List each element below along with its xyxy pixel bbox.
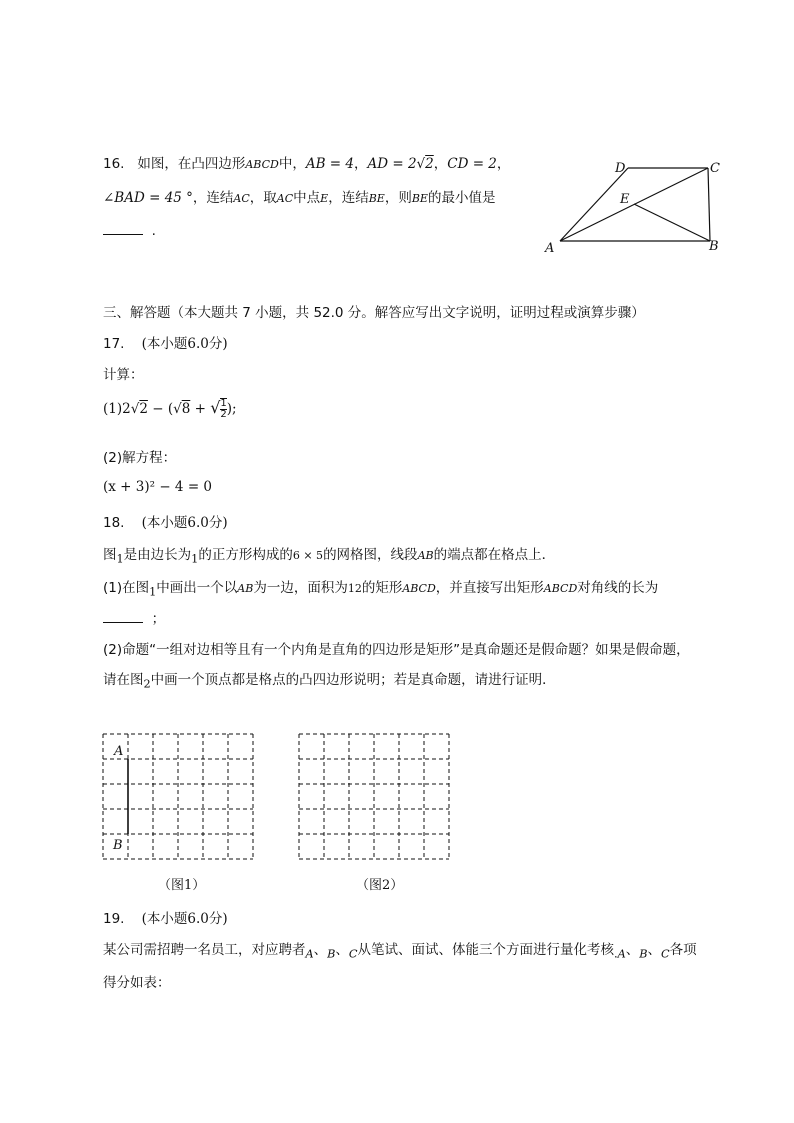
answer-blank[interactable] [103,222,143,235]
grid-label-a: A [114,744,124,759]
q16-sep: ， [496,156,511,172]
q16-text: 中点 [293,190,321,206]
q18-header [103,511,228,531]
q17-p1: ); [226,401,237,417]
q18-line4: (2)命题“一组对边相等且有一个内角是直角的四边形是矩形”是真命题还是假命题？如果是假命题， [103,642,690,658]
section-3-title: 三、解答题（本大题共 7 小题，共 52.0 分。解答应写出文字说明，证明过程或演算步骤） [103,305,645,321]
q16-text: ，取 [249,190,277,206]
q18-line3: ； [103,607,165,627]
q17-number: 17. [103,336,125,352]
q16-ab-eq: AB = 4 [305,156,354,172]
q17-part1: (1)2√2 − (√8 + √ $\frac{1}{2}$ ); [103,398,237,420]
grid-figure-2[interactable] [298,733,452,861]
q19-line2: 得分如表： [103,975,171,991]
q18-number: 18. [103,515,125,531]
q18-line2: (1)在图$_1$中画出一个以AB为一边，面积为12的矩形ABCD，并直接写出矩形ABCD对角线的长为 [103,580,659,599]
q17-equation: (x + 3)² − 4 = 0 [103,479,213,495]
q16-be: BE [411,192,428,205]
q16-sep: ， [433,156,448,172]
q16-text: ，则 [384,190,412,206]
q16-number: 16. [103,156,125,172]
q16-e: E [320,192,329,205]
q17-rad: 8 [181,401,191,417]
grid-figure-1[interactable] [102,733,256,861]
q18-line5: 请在图$_2$中画一个顶点都是格点的凸四边形说明；若是真命题，请进行证明． [103,672,556,691]
q19-line1: 某公司需招聘一名员工，对应聘者$_A$、$_B$、$_C$从笔试、面试、体能三个方面进行量化考核$_{.A}$、$_B$、$_C$各项 [103,942,697,961]
q19-score: (本小题6.0分) [141,911,228,927]
label-d: D [615,161,626,176]
q17-part2: (2)解方程： [103,450,177,466]
q16-text: ，连结 [328,190,369,206]
q18-line1: 图$_1$是由边长为$_1$的正方形构成的6 × 5的网格图，线段AB的端点都在格点上． [103,547,556,566]
q17-fraction: $\frac{1}{2}$ [220,398,227,420]
q18-score: (本小题6.0分) [141,515,228,531]
figure-caption-1: （图1） [158,878,206,893]
q16-quad: ABCD [245,158,279,171]
label-e: E [620,192,630,207]
segment-cb [708,168,710,241]
segment-ad [560,168,628,241]
label-c: C [710,161,720,176]
q16-line3 [103,222,156,239]
q16-ac: AC [276,192,294,205]
q17-p1: (1)2 [103,401,131,417]
q16-end: . [151,223,156,239]
label-a: A [545,241,555,256]
q16-text: 如图，在凸四边形 [137,156,246,172]
q19-number: 19. [103,911,125,927]
q16-ac: AC [233,192,250,205]
q16-angle: ∠BAD = 45 ° [103,190,193,206]
answer-blank[interactable] [103,610,143,623]
q16-ad-eq: AD = 2√2 [367,156,434,172]
label-b: B [709,239,719,254]
q16-cd-eq: CD = 2 [447,156,497,172]
q17-header [103,332,228,352]
q16-line2 [103,186,495,206]
q16-be: BE [368,192,385,205]
q17-p1: + [190,401,211,417]
figure-caption-2: （图2） [356,878,404,893]
q19-header [103,907,228,927]
q16-text: 的最小值是 [427,190,496,206]
q16-sep: ， [353,156,368,172]
q16-text: 中， [278,156,306,172]
q16-text: ，连结 [192,190,234,206]
segment-be [634,204,710,241]
q17-p1: − ( [147,401,174,417]
q16-line1 [103,152,510,172]
q17-score: (本小题6.0分) [141,336,228,352]
q17-rad: 2 [139,401,148,417]
grid-label-b: B [113,838,123,853]
q16-figure [540,155,730,260]
q17-calc: 计算： [103,367,144,383]
